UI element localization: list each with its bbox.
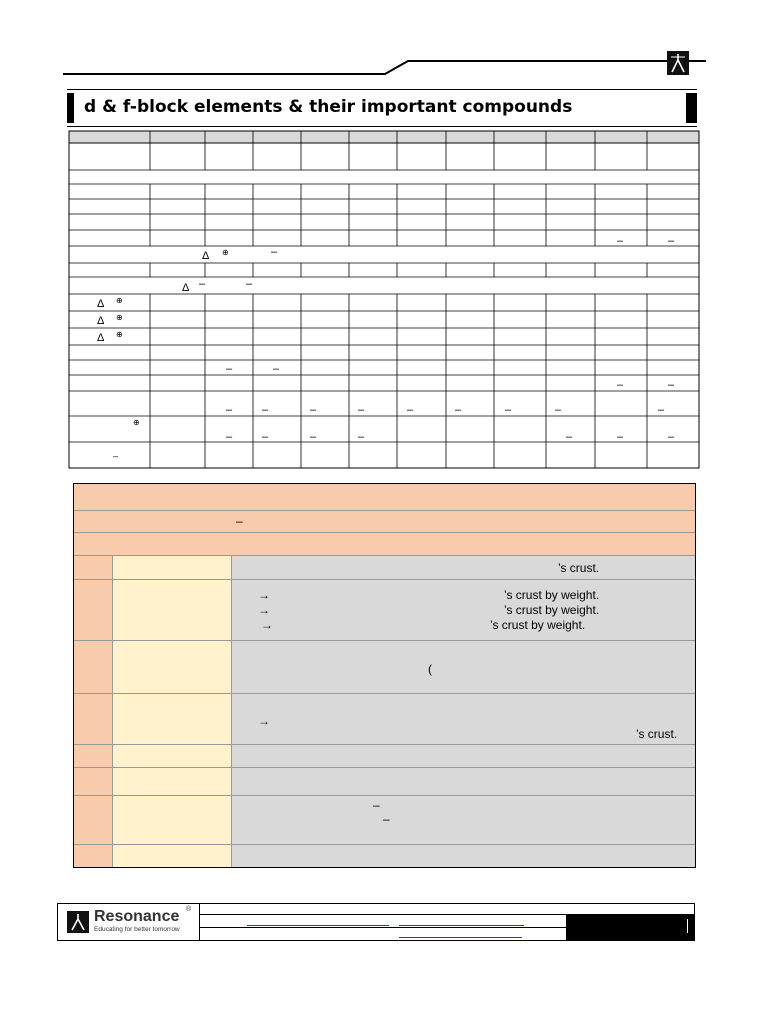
footer-bar xyxy=(57,903,695,941)
row-number-cell xyxy=(74,641,113,694)
arrow-icon: → xyxy=(261,618,273,632)
element-name-cell xyxy=(113,580,232,641)
grid-dash: – xyxy=(199,278,206,290)
grid-dash: – xyxy=(668,379,675,391)
grid-dash: – xyxy=(262,404,269,416)
element-name-cell xyxy=(113,768,232,796)
element-name-cell xyxy=(113,845,232,867)
grid-dash: – xyxy=(358,431,365,443)
grid-dash: – xyxy=(555,404,562,416)
row-number-cell xyxy=(74,796,113,845)
occurrence-cell xyxy=(232,641,695,694)
occurrence-cell xyxy=(232,556,695,580)
element-name-cell xyxy=(113,796,232,845)
footer-divider xyxy=(199,914,566,915)
row-number-cell xyxy=(74,745,113,768)
occurrence-text: ’s crust. xyxy=(558,561,600,575)
grid-dash: – xyxy=(617,235,624,247)
occurrence-text: ’s crust by weight. xyxy=(504,588,600,602)
row-number-cell xyxy=(74,845,113,867)
grid-dash: – xyxy=(407,404,414,416)
table-column-header-band xyxy=(74,533,695,556)
arrow-icon: → xyxy=(258,588,270,602)
element-name-cell xyxy=(113,641,232,694)
grid-delta: Δ xyxy=(97,298,105,310)
grid-oplus: ⊕ xyxy=(116,313,123,322)
grid-dash: – xyxy=(658,404,665,416)
row-number-cell xyxy=(74,556,113,580)
occurrence-cell xyxy=(232,745,695,768)
grid-dash: – xyxy=(226,404,233,416)
occurrence-cell xyxy=(232,580,695,641)
occurrence-text: ’s crust. xyxy=(636,727,678,741)
resonance-logo-icon xyxy=(67,911,89,933)
grid-dash: – xyxy=(617,431,624,443)
footer-link[interactable] xyxy=(399,925,524,926)
footer-page-box xyxy=(566,914,694,940)
grid-delta: Δ xyxy=(97,332,105,344)
grid-dash: – xyxy=(226,363,233,375)
row-number-cell xyxy=(74,694,113,745)
subheader-dash: – xyxy=(236,514,243,528)
registered-mark: ® xyxy=(186,906,192,913)
element-name-cell xyxy=(113,694,232,745)
grid-dash: – xyxy=(246,278,253,290)
grid-dash: – xyxy=(310,431,317,443)
properties-table xyxy=(0,0,768,480)
grid-dash: – xyxy=(668,431,675,443)
occurrence-text: ’s crust by weight. xyxy=(504,603,600,617)
grid-dash: – xyxy=(113,451,119,461)
grid-dash: – xyxy=(617,379,624,391)
grid-dash: – xyxy=(226,431,233,443)
grid-oplus: ⊕ xyxy=(116,330,123,339)
arrow-icon: → xyxy=(258,714,270,728)
grid-dash: – xyxy=(273,363,280,375)
grid-delta: Δ xyxy=(97,315,105,327)
element-name-cell xyxy=(113,556,232,580)
table-subheader-band xyxy=(74,511,695,533)
arrow-icon: → xyxy=(258,603,270,617)
table-header-band xyxy=(74,484,695,511)
grid-dash: – xyxy=(566,431,573,443)
grid-dash: – xyxy=(310,404,317,416)
page-title: d & f-block elements & their important compounds xyxy=(84,97,573,117)
occurrence-cell xyxy=(232,694,695,745)
brand-tagline: Educating for better tomorrow xyxy=(94,926,180,933)
footer-link[interactable] xyxy=(247,925,389,926)
occurrence-text: ’s crust by weight. xyxy=(490,618,586,632)
grid-oplus: ⊕ xyxy=(133,418,140,427)
footer-divider xyxy=(199,927,566,928)
footer-logo xyxy=(58,904,200,940)
occurrence-table xyxy=(73,483,696,868)
occurrence-cell xyxy=(232,796,695,845)
grid-oplus: ⊕ xyxy=(222,248,229,257)
occurrence-dash: – xyxy=(383,812,390,826)
grid-oplus: ⊕ xyxy=(116,296,123,305)
grid-dash: – xyxy=(505,404,512,416)
occurrence-cell xyxy=(232,845,695,867)
grid-dash: – xyxy=(668,235,675,247)
row-number-cell xyxy=(74,580,113,641)
occurrence-cell xyxy=(232,768,695,796)
occurrence-text: ( xyxy=(428,662,432,676)
grid-dash: – xyxy=(271,246,278,258)
footer-link[interactable] xyxy=(399,937,522,938)
grid-delta: Δ xyxy=(202,250,210,262)
grid-dash: – xyxy=(358,404,365,416)
grid-dash: – xyxy=(262,431,269,443)
occurrence-dash: – xyxy=(373,798,380,812)
row-number-cell xyxy=(74,768,113,796)
grid-dash: – xyxy=(455,404,462,416)
grid-delta: Δ xyxy=(182,282,190,294)
brand-name: Resonance xyxy=(94,908,180,925)
element-name-cell xyxy=(113,745,232,768)
